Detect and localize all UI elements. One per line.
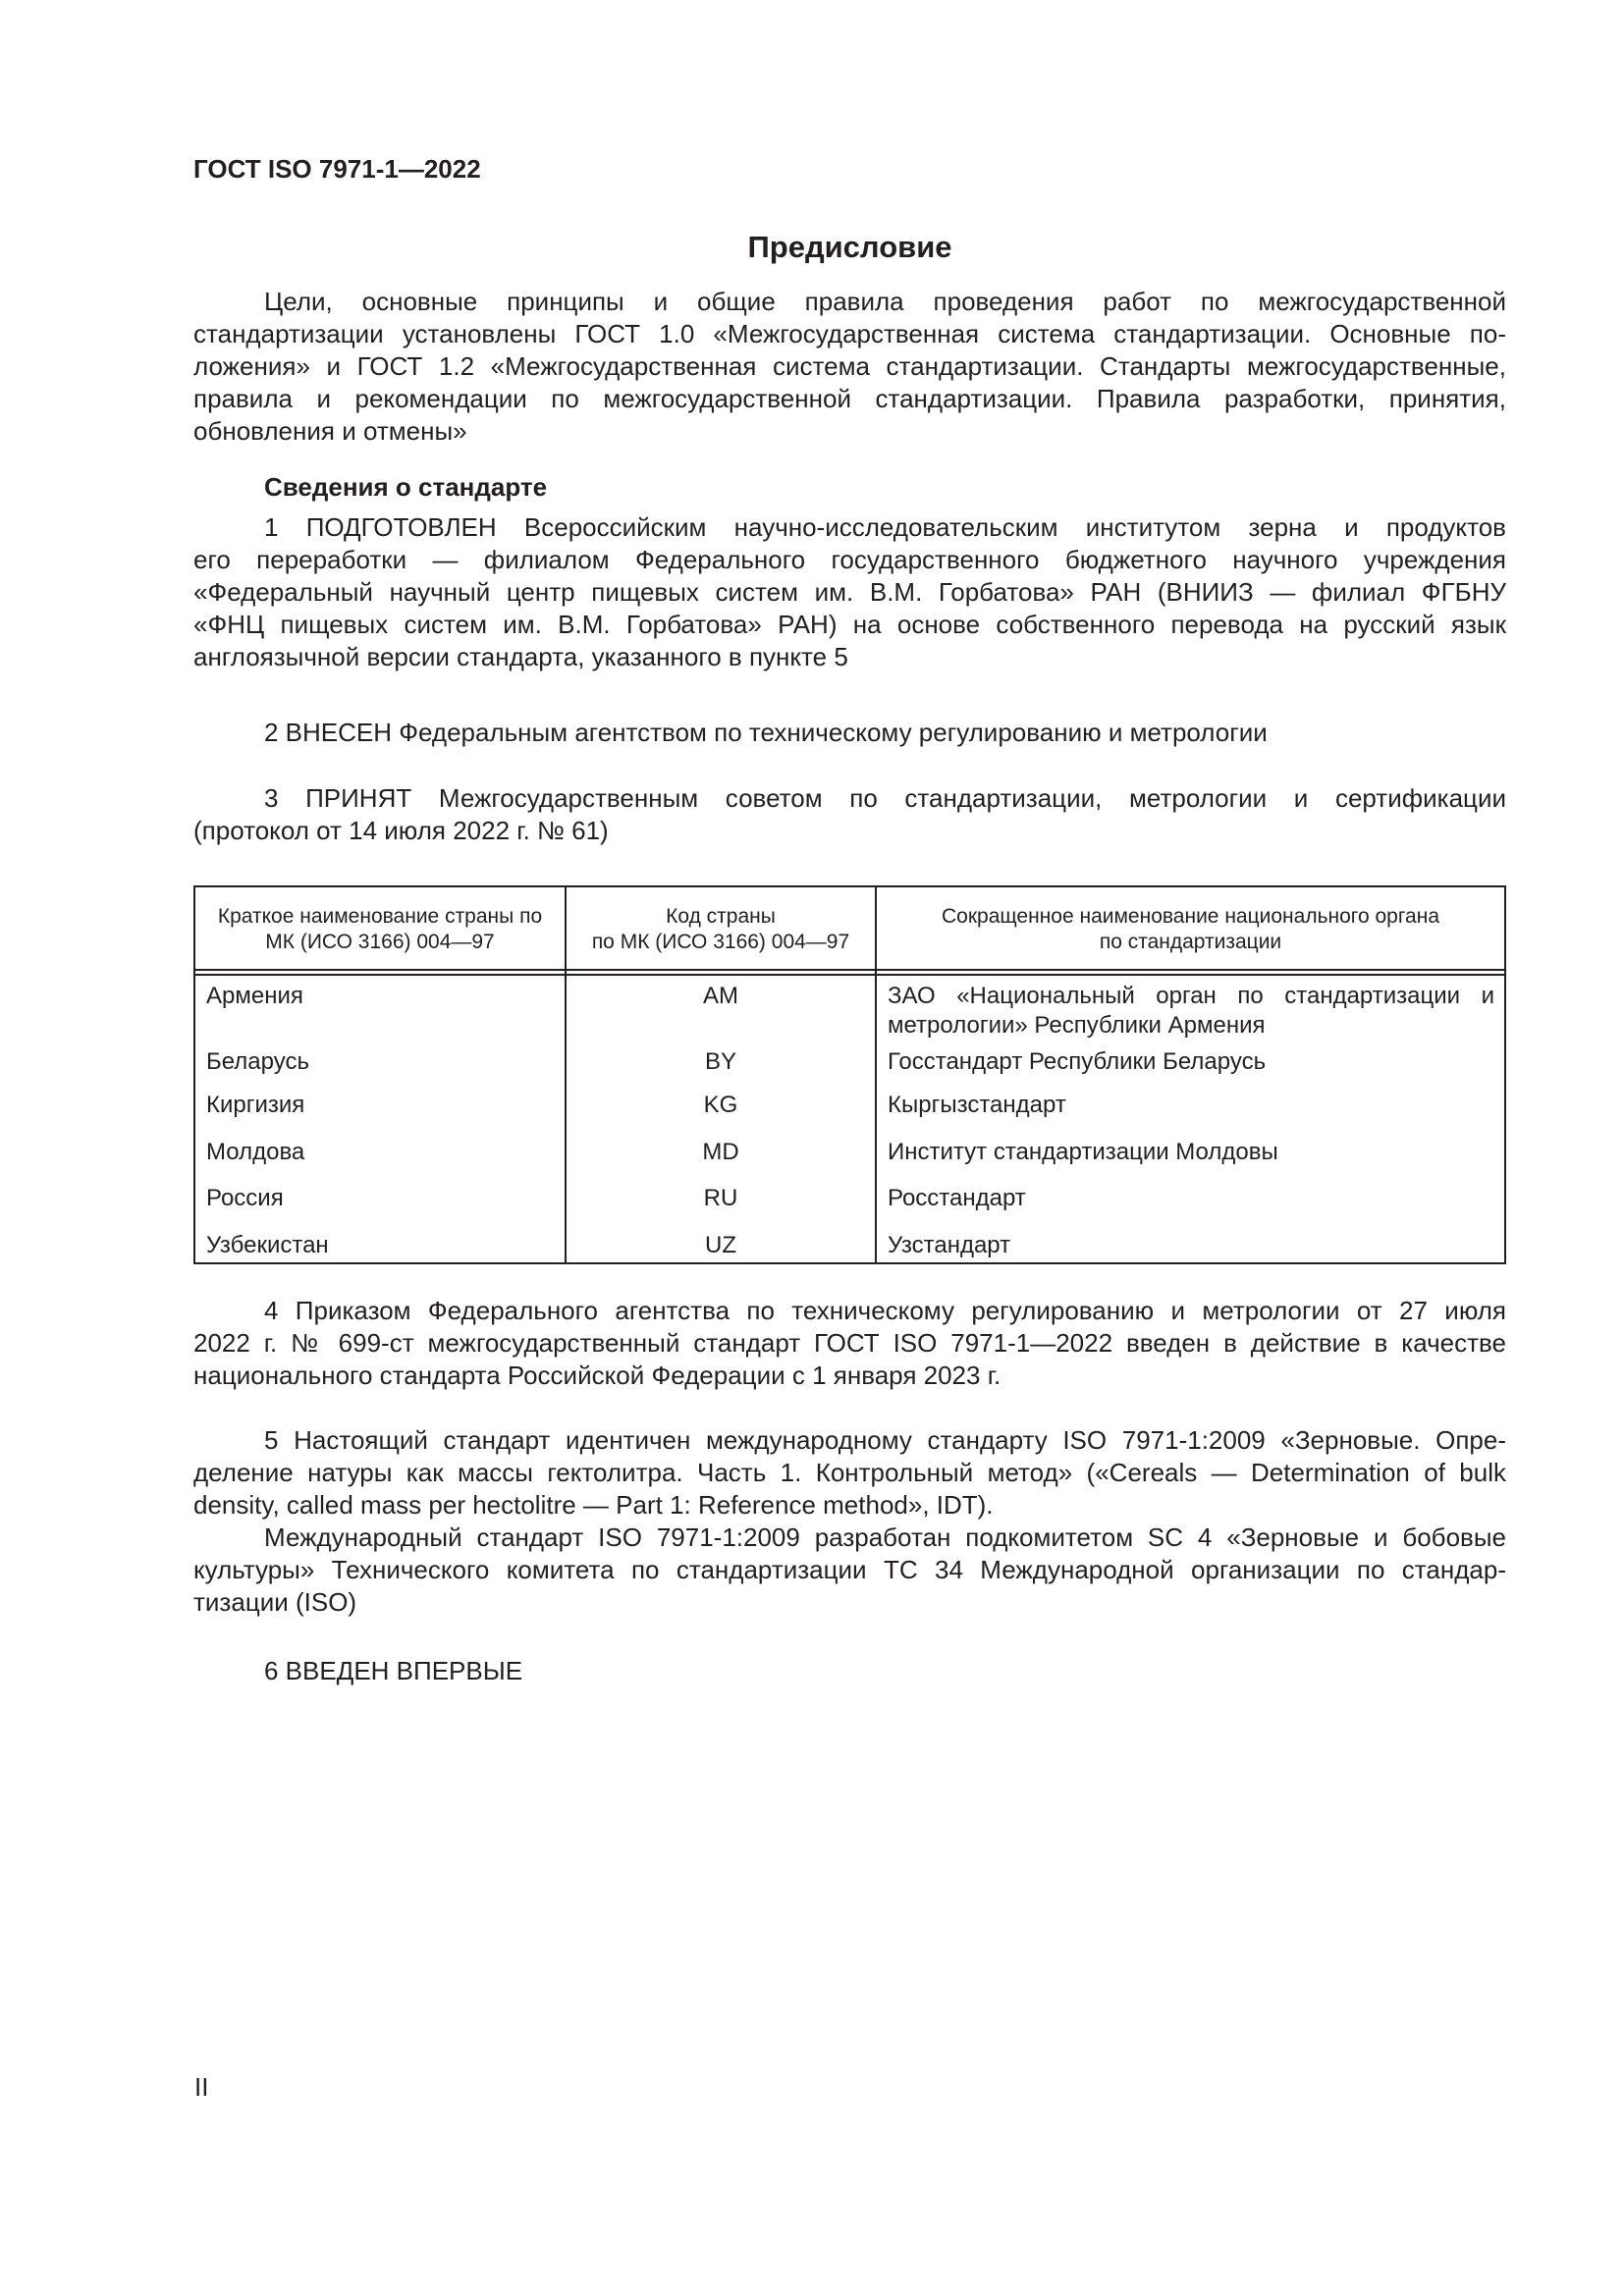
header-line: МК (ИСО 3166) 004—97 (265, 931, 495, 953)
text-line: 5 Настоящий стандарт идентичен международному стандарту ISO 7971-1:2009 «Зерновые. Опре- (264, 1425, 1506, 1455)
text-line: 3 ПРИНЯТ Межгосударственным советом по стандартизации, метрологии и сертификации (264, 783, 1506, 813)
text-line: англоязычной версии стандарта, указанного в пункте 5 (193, 642, 848, 671)
header-line: Сокращенное наименование национального органа (941, 905, 1440, 928)
table-cell-authority: Кыргызстандарт (888, 1092, 1066, 1118)
text-line: метрологии» Республики Армения (888, 1012, 1266, 1039)
header-line: Код страны (666, 905, 776, 928)
table-cell-code: BY (704, 1048, 736, 1075)
table-cell-code: UZ (705, 1232, 736, 1258)
table-cell-country: Россия (206, 1185, 284, 1211)
table-cell-authority: Узстандарт (888, 1232, 1011, 1258)
text-line: «ФНЦ пищевых систем им. В.М. Горбатова» РАН) на основе собственного перевода на русский язык (193, 610, 1506, 639)
text-line: Международный стандарт ISO 7971-1:2009 разработан подкомитетом SC 4 «Зерновые и бобовые (264, 1522, 1506, 1552)
table-cell-code: RU (703, 1185, 738, 1211)
intro-paragraph (193, 286, 1506, 448)
text-line: деление натуры как массы гектолитра. Часть 1. Контрольный метод» («Cereals — Determination of bulk (193, 1458, 1506, 1487)
page-title: Предисловие (747, 230, 952, 264)
item-6-first-introduced: 6 ВВЕДЕН ВПЕРВЫЕ (264, 1656, 523, 1685)
item-1-prepared-by (193, 511, 1506, 673)
text-line: национального стандарта Российской Федерации с 1 января 2023 г. (193, 1361, 1001, 1390)
text-line: культуры» Технического комитета по стандартизации TC 34 Международной организации по стандар- (193, 1555, 1506, 1584)
table-cell-country: Киргизия (206, 1092, 305, 1118)
item-5-identical-to-iso (193, 1424, 1506, 1619)
table-cell-authority: Госстандарт Республики Беларусь (888, 1048, 1267, 1075)
text-line: правила и рекомендации по межгосударственной стандартизации. Правила разработки, принятия, (193, 384, 1506, 413)
header-divider (195, 974, 1504, 976)
text-line: 2022 г. № 699-ст межгосударственный стандарт ГОСТ ISO 7971-1—2022 введен в действие в качестве (193, 1328, 1506, 1358)
item-4-enacted-by-order (193, 1295, 1506, 1392)
table-cell-authority (888, 982, 1494, 1041)
text-line: ЗАО «Национальный орган по стандартизации и (888, 983, 1494, 1009)
table-cell-code: KG (703, 1092, 738, 1118)
table-cell-authority: Институт стандартизации Молдовы (888, 1139, 1278, 1165)
text-line: ложения» и ГОСТ 1.2 «Межгосударственная система стандартизации. Стандарты межгосударственные, (193, 351, 1506, 381)
text-line: его переработки — филиалом Федерального государственного бюджетного научного учреждения (193, 545, 1506, 574)
table-cell-country: Молдова (206, 1139, 305, 1165)
header-line: Краткое наименование страны по (217, 905, 543, 928)
item-3-adopted-by (193, 782, 1506, 847)
column-header-authority (877, 904, 1504, 955)
column-header-country (195, 904, 565, 955)
text-line: «Федеральный научный центр пищевых систем им. В.М. Горбатова» РАН (ВНИИЗ — филиал ФГБНУ (193, 577, 1506, 607)
header-line: по стандартизации (1099, 931, 1282, 953)
table-cell-country: Беларусь (206, 1048, 309, 1075)
text-line: 4 Приказом Федерального агентства по техническому регулированию и метрологии от 27 июля (264, 1296, 1506, 1325)
section-heading: Сведения о стандарте (264, 472, 548, 502)
header-line: по МК (ИСО 3166) 004—97 (591, 931, 850, 953)
member-states-table (193, 885, 1506, 1264)
table-cell-country: Узбекистан (206, 1232, 329, 1258)
item-2-introduced-by: 2 ВНЕСЕН Федеральным агентством по техническому регулированию и метрологии (264, 718, 1268, 747)
text-line: тизации (ISO) (193, 1587, 357, 1617)
text-line: density, called mass per hectolitre — Part 1: Reference method», IDT). (193, 1490, 994, 1520)
header-divider (195, 969, 1504, 971)
text-line: обновления и отмены» (193, 416, 467, 446)
document-code-header: ГОСТ ISO 7971-1—2022 (193, 154, 481, 184)
text-line: стандартизации установлены ГОСТ 1.0 «Межгосударственная система стандартизации. Основные по- (193, 319, 1506, 348)
table-cell-authority: Росстандарт (888, 1185, 1026, 1211)
text-line: (протокол от 14 июля 2022 г. № 61) (193, 816, 609, 845)
page-number: II (194, 2072, 209, 2102)
table-cell-code: AM (703, 983, 738, 1009)
table-cell-country: Армения (206, 983, 303, 1009)
text-line: Цели, основные принципы и общие правила проведения работ по межгосударственной (264, 287, 1506, 316)
table-cell-code: MD (702, 1139, 739, 1165)
column-header-code (567, 904, 875, 955)
text-line: 1 ПОДГОТОВЛЕН Всероссийским научно-исследовательским институтом зерна и продуктов (264, 512, 1506, 542)
